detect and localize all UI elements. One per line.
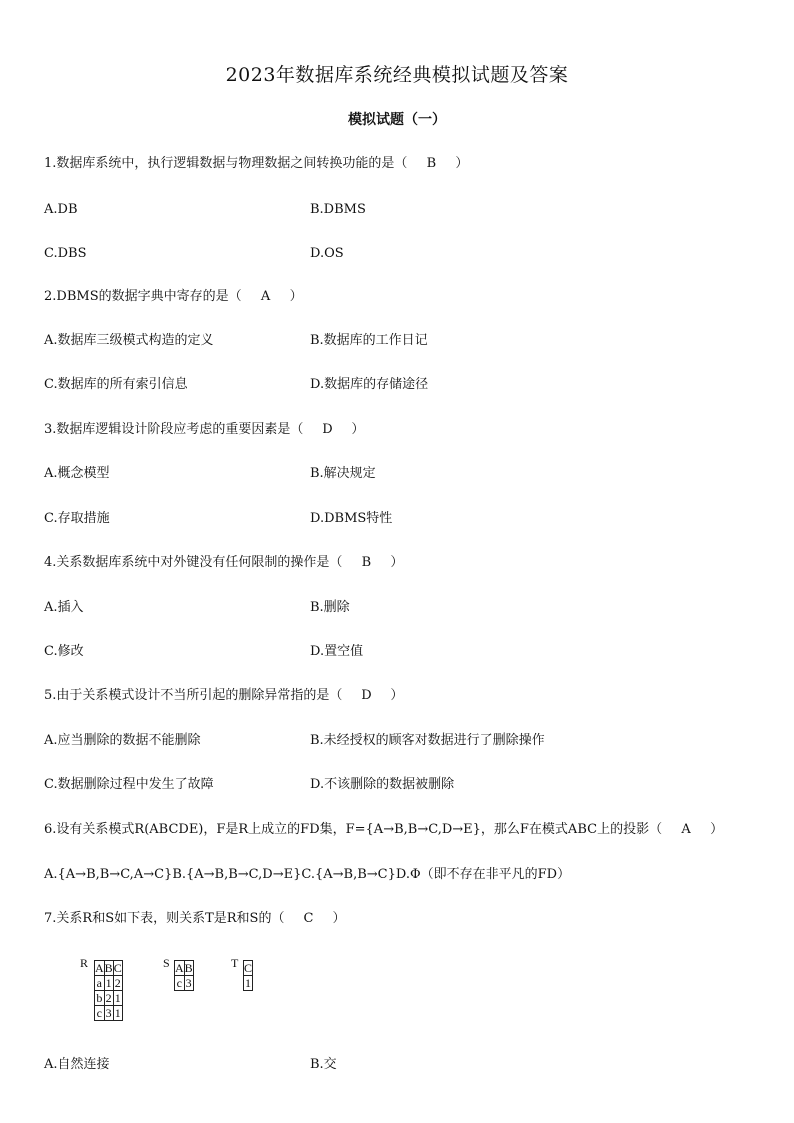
relation-t-name: T — [231, 956, 239, 970]
table-cell: 3 — [185, 976, 192, 990]
option-a: A.概念模型 — [44, 466, 110, 481]
header-cell: C — [244, 961, 253, 975]
question-answer: B — [426, 156, 437, 171]
question-2: 2.DBMS的数据字典中寄存的是（ A ） — [44, 289, 303, 304]
question-5: 5.由于关系模式设计不当所引起的删除异常指的是（ D ） — [44, 688, 404, 703]
table-cell: 1 — [114, 991, 121, 1005]
question-1: 1.数据库系统中，执行逻辑数据与物理数据之间转换功能的是（ B ） — [44, 156, 469, 171]
table-cell: 3 — [105, 1006, 112, 1020]
relation-r-name: R — [80, 956, 89, 970]
question-answer: A — [681, 822, 691, 837]
header-cell: A — [95, 961, 104, 975]
question-text: 1.数据库系统中，执行逻辑数据与物理数据之间转换功能的是（ — [44, 156, 408, 171]
table-cell: 1 — [245, 976, 251, 990]
header-cell: B — [184, 961, 193, 975]
question-answer: C — [303, 911, 314, 926]
relation-s-table — [174, 960, 194, 991]
question-4: 4.关系数据库系统中对外键没有任何限制的操作是（ B ） — [44, 555, 404, 570]
option-c: C.数据库的所有索引信息 — [44, 377, 188, 392]
header-cell: A — [175, 961, 184, 975]
question-7: 7.关系R和S如下表，则关系T是R和S的（ C ） — [44, 911, 346, 926]
option-b: B.解决规定 — [310, 466, 376, 481]
option-b: B.数据库的工作日记 — [310, 333, 428, 348]
option-a: A.插入 — [44, 600, 84, 615]
option-b: B.交 — [310, 1057, 337, 1072]
document-subtitle: 模拟试题（一） — [348, 112, 446, 128]
options-line: A.{A→B,B→C,A→C}B.{A→B,B→C,D→E}C.{A→B,B→C}D.Φ（即不存在非平凡的FD） — [44, 867, 571, 882]
option-c: C.修改 — [44, 644, 84, 659]
question-text: 3.数据库逻辑设计阶段应考虑的重要因素是（ — [44, 422, 304, 437]
option-c: C.存取措施 — [44, 511, 110, 526]
table-cell: b — [96, 991, 103, 1005]
table-cell: a — [95, 976, 105, 991]
document-title: 2023年数据库系统经典模拟试题及答案 — [225, 64, 569, 86]
table-cell: 1 — [105, 976, 112, 990]
option-a: A.应当删除的数据不能删除 — [44, 733, 201, 748]
option-a: A.DB — [44, 202, 78, 217]
option-c: C.DBS — [44, 246, 87, 261]
option-b: B.未经授权的顾客对数据进行了删除操作 — [310, 733, 545, 748]
question-text: 5.由于关系模式设计不当所引起的删除异常指的是（ — [44, 688, 343, 703]
question-text: 6.设有关系模式R(ABCDE)，F是R上成立的FD集，F={A→B,B→C,D→E}，那么F在模式ABC上的投影（ — [44, 822, 663, 837]
option-b: B.DBMS — [310, 202, 366, 217]
question-answer: D — [361, 688, 372, 703]
table-cell: c — [175, 976, 185, 991]
header-cell: B — [104, 961, 113, 975]
question-answer: A — [260, 289, 271, 304]
question-6: 6.设有关系模式R(ABCDE)，F是R上成立的FD集，F={A→B,B→C,D→E}，那么F在模式ABC上的投影（ A ） — [44, 822, 724, 837]
question-3: 3.数据库逻辑设计阶段应考虑的重要因素是（ D ） — [44, 422, 365, 437]
option-d: D.不该删除的数据被删除 — [310, 777, 455, 792]
option-a: A.数据库三级模式构造的定义 — [44, 333, 214, 348]
relation-r-table — [94, 960, 123, 1021]
option-b: B.删除 — [310, 600, 350, 615]
question-text: 4.关系数据库系统中对外键没有任何限制的操作是（ — [44, 555, 343, 570]
option-c: C.数据删除过程中发生了故障 — [44, 777, 214, 792]
table-cell: c — [95, 1006, 105, 1021]
option-a: A.自然连接 — [44, 1057, 110, 1072]
relation-s-name: S — [163, 956, 170, 970]
option-d: D.OS — [310, 246, 344, 261]
option-d: D.数据库的存储途径 — [310, 377, 429, 392]
relation-t-table — [243, 960, 253, 991]
header-cell: C — [113, 961, 122, 975]
option-d: D.置空值 — [310, 644, 364, 659]
option-d: D.DBMS特性 — [310, 511, 393, 526]
table-cell: 1 — [114, 1006, 121, 1020]
question-text: 2.DBMS的数据字典中寄存的是（ — [44, 289, 242, 304]
question-answer: B — [361, 555, 372, 570]
question-answer: D — [322, 422, 333, 437]
question-text: 7.关系R和S如下表，则关系T是R和S的（ — [44, 911, 285, 926]
table-cell: 2 — [114, 976, 121, 990]
table-cell: 2 — [105, 991, 112, 1005]
